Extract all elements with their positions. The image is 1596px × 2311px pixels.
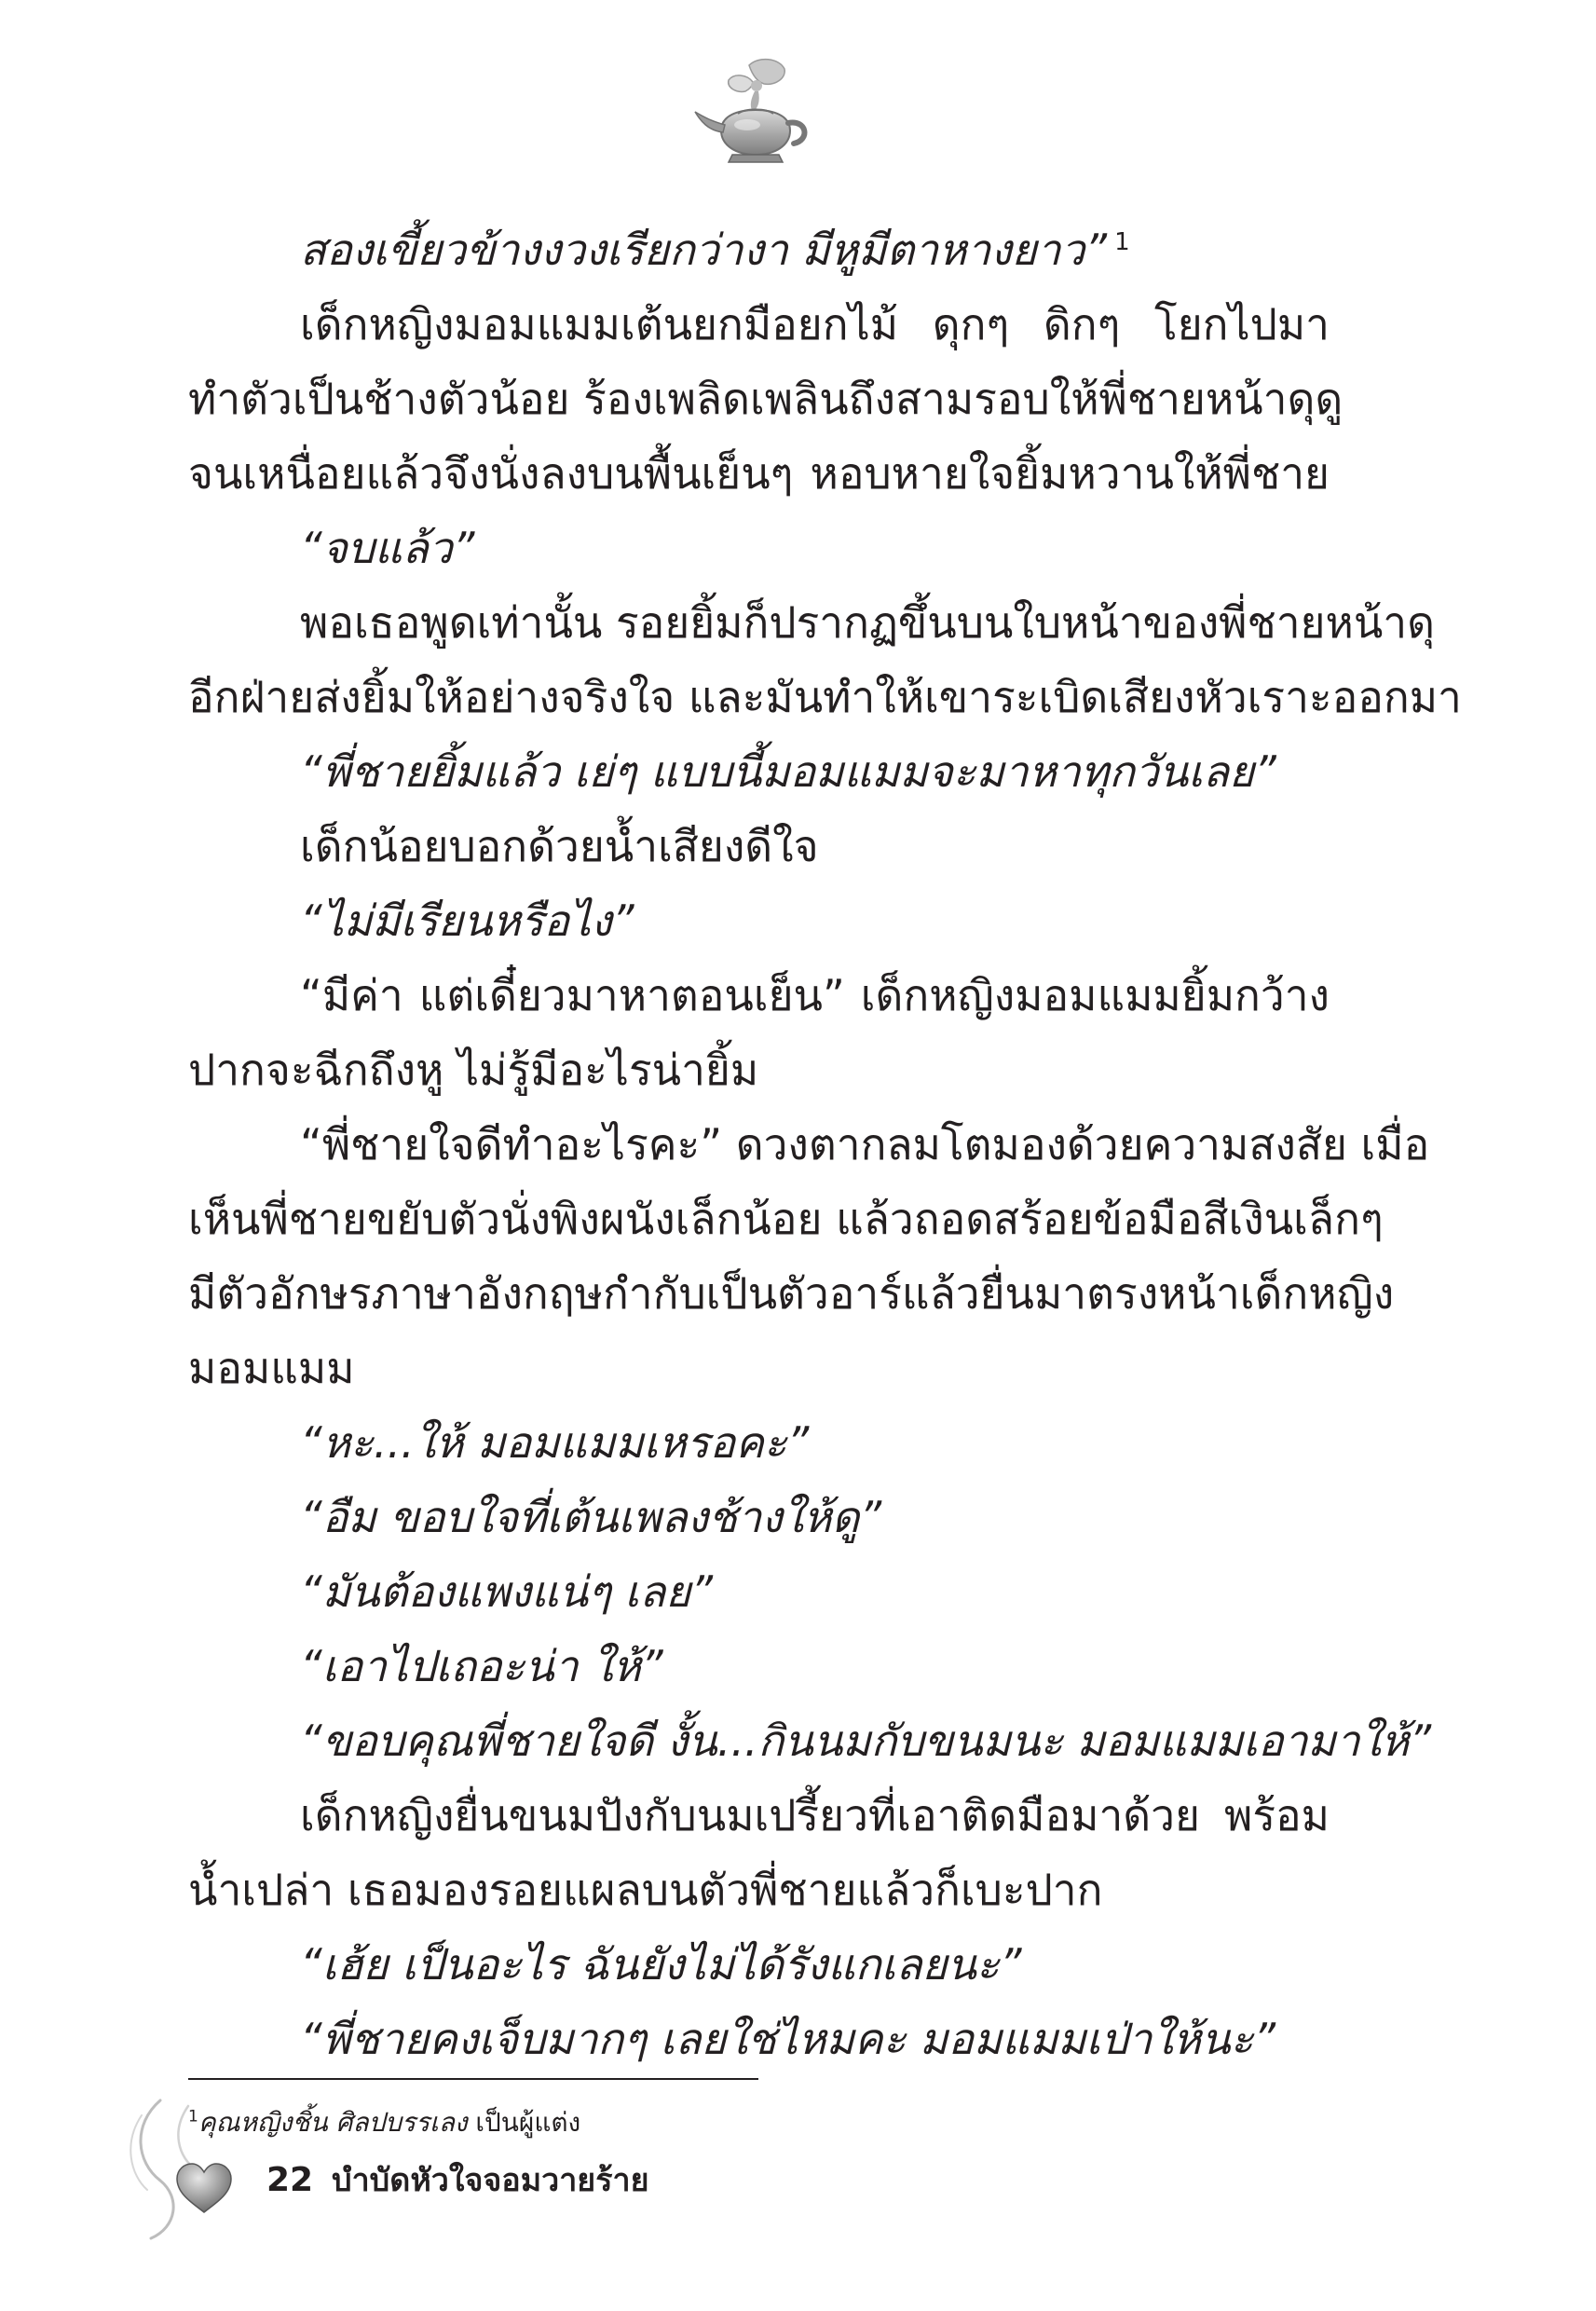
text-line-content: จนเหนื่อยแล้วจึงนั่งลงบนพื้นเย็นๆ หอบหายใจยิ้มหวานให้พี่ชาย bbox=[188, 448, 1330, 499]
teapot-fairy-icon bbox=[693, 58, 818, 168]
text-line-content: “ขอบคุณพี่ชายใจดี งั้น...กินนมกับขนมนะ มอมแมมเอามาให้” bbox=[300, 1716, 1432, 1766]
text-line-content: น้ำเปล่า เธอมองรอยแผลบนตัวพี่ชายแล้วก็เบะปาก bbox=[188, 1865, 1103, 1915]
text-line bbox=[188, 1703, 1432, 1778]
text-line bbox=[188, 1629, 1330, 1703]
text-line-content: ปากจะฉีกถึงหู ไม่รู้มีอะไรน่ายิ้ม bbox=[188, 1045, 759, 1095]
text-line-content: “พี่ชายยิ้มแล้ว เย่ๆ แบบนี้มอมแมมจะมาหาทุกวันเลย” bbox=[300, 746, 1276, 797]
text-line bbox=[188, 1480, 1330, 1554]
text-line-content: “พี่ชายใจดีทำอะไรคะ” ดวงตากลมโตมองด้วยความสงสัย เมื่อ bbox=[300, 1119, 1430, 1169]
text-line bbox=[188, 511, 1330, 585]
text-line-content: มอมแมม bbox=[188, 1343, 355, 1393]
text-line-content: เด็กหญิงยื่นขนมปังกับนมเปรี้ยวที่เอาติดมือมาด้วย พร้อม bbox=[300, 1790, 1330, 1840]
footnote-text: เป็นผู้แต่ง bbox=[467, 2107, 581, 2138]
heart-icon bbox=[173, 2160, 235, 2216]
text-line-content: “มีค่า แต่เดี๋ยวมาหาตอนเย็น” เด็กหญิงมอมแมมยิ้มกว้าง bbox=[300, 970, 1330, 1020]
text-line-content: “หะ...ให้ มอมแมมเหรอคะ” bbox=[300, 1417, 810, 1468]
text-line bbox=[188, 1927, 1330, 2002]
text-line-content: “อืม ขอบใจที่เต้นเพลงช้างให้ดู” bbox=[300, 1492, 882, 1542]
text-line-content: “ไม่มีเรียนหรือไง” bbox=[300, 896, 634, 946]
text-line bbox=[188, 734, 1330, 809]
body-text bbox=[188, 212, 1462, 2076]
text-line-content: มีตัวอักษรภาษาอังกฤษกำกับเป็นตัวอาร์แล้วยื่นมาตรงหน้าเด็กหญิง bbox=[188, 1268, 1395, 1319]
text-line bbox=[188, 1405, 1330, 1480]
text-line-content: “จบแล้ว” bbox=[300, 523, 475, 573]
text-line bbox=[188, 585, 1435, 660]
text-line bbox=[188, 1107, 1430, 1182]
book-title: บำบัดหัวใจจอมวายร้าย bbox=[332, 2162, 649, 2199]
text-line-content: “พี่ชายคงเจ็บมากๆ เลยใช่ไหมคะ มอมแมมเป่าให้นะ” bbox=[300, 2014, 1276, 2064]
text-line bbox=[188, 287, 1330, 362]
text-line bbox=[188, 660, 1462, 734]
text-line bbox=[188, 362, 1344, 436]
text-line bbox=[188, 1182, 1384, 1256]
text-line-content: พอเธอพูดเท่านั้น รอยยิ้มก็ปรากฏขึ้นบนใบหน้าของพี่ชายหน้าดุ bbox=[300, 597, 1435, 648]
footnote bbox=[188, 2104, 580, 2141]
page-number: 22 bbox=[266, 2161, 314, 2199]
text-line bbox=[188, 1554, 1330, 1629]
text-line-content: เห็นพี่ชายขยับตัวนั่งพิงผนังเล็กน้อย แล้วถอดสร้อยข้อมือสีเงินเล็กๆ bbox=[188, 1194, 1384, 1244]
text-line-content: สองเขี้ยวข้างงวงเรียกว่างา มีหูมีตาหางยาว” bbox=[300, 225, 1108, 275]
text-line bbox=[188, 1853, 1330, 1927]
text-line-content: เด็กหญิงมอมแมมเต้นยกมือยกไม้ ดุกๆ ดิกๆ โยกไปมา bbox=[300, 299, 1330, 349]
text-line-content: อีกฝ่ายส่งยิ้มให้อย่างจริงใจ และมันทำให้เขาระเบิดเสียงหัวเราะออกมา bbox=[188, 672, 1462, 722]
footnote-divider bbox=[188, 2078, 758, 2080]
text-line bbox=[188, 809, 1330, 883]
text-line bbox=[188, 436, 1330, 511]
text-line bbox=[188, 1256, 1395, 1331]
text-line-content: ทำตัวเป็นช้างตัวน้อย ร้องเพลิดเพลินถึงสามรอบให้พี่ชายหน้าดุดู bbox=[188, 374, 1344, 424]
text-line-content: “เอาไปเถอะน่า ให้” bbox=[300, 1641, 663, 1691]
text-line-content: เด็กน้อยบอกด้วยน้ำเสียงดีใจ bbox=[300, 821, 819, 871]
footnote-number: 1 bbox=[188, 2107, 198, 2126]
text-line bbox=[188, 1032, 1330, 1107]
text-line bbox=[188, 212, 1330, 287]
text-line-content: “เฮ้ย เป็นอะไร ฉันยังไม่ได้รังแกเลยนะ” bbox=[300, 1939, 1022, 1990]
text-line bbox=[188, 958, 1330, 1032]
text-line bbox=[188, 1778, 1330, 1853]
text-line bbox=[188, 2002, 1330, 2076]
text-line bbox=[188, 1331, 1330, 1405]
text-line bbox=[188, 883, 1330, 958]
footnote-reference: 1 bbox=[1114, 227, 1130, 256]
footnote-author: คุณหญิงชิ้น ศิลปบรรเลง bbox=[198, 2107, 468, 2138]
text-line-content: “มันต้องแพงแน่ๆ เลย” bbox=[300, 1566, 714, 1617]
